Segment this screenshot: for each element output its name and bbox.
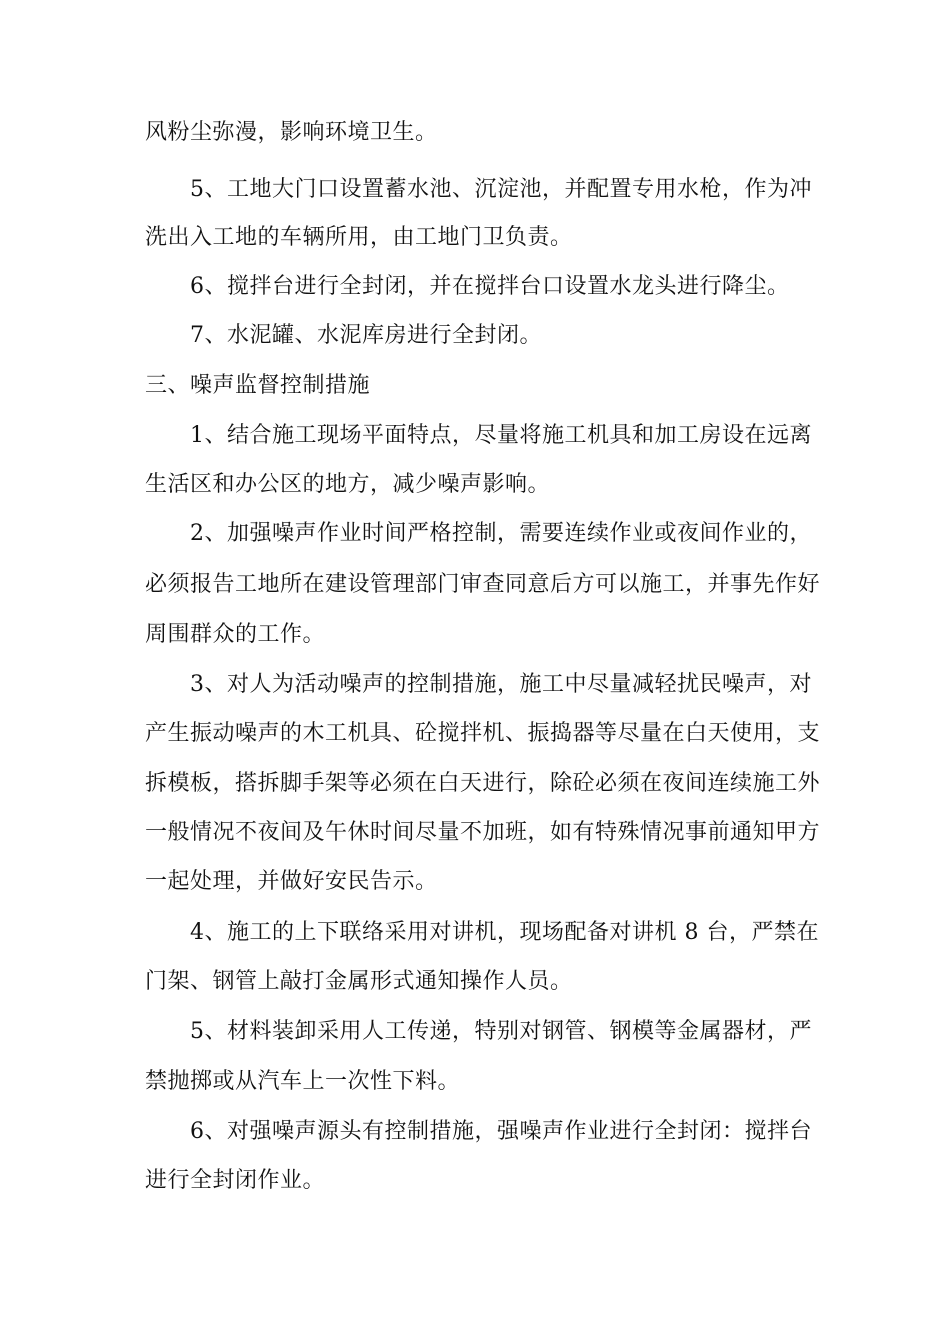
text-line: 5、材料装卸采用人工传递，特别对钢管、钢模等金属器材，严 <box>190 1019 812 1044</box>
text-line: 6、对强噪声源头有控制措施，强噪声作业进行全封闭：搅拌台 <box>190 1119 812 1144</box>
text-line: 门架、钢管上敲打金属形式通知操作人员。 <box>145 969 573 994</box>
text-line: 4、施工的上下联络采用对讲机，现场配备对讲机 8 台，严禁在 <box>190 920 819 945</box>
text-line: 1、结合施工现场平面特点，尽量将施工机具和加工房设在远离 <box>190 423 812 448</box>
text-line: 6、搅拌台进行全封闭，并在搅拌台口设置水龙头进行降尘。 <box>190 274 790 299</box>
text-line: 2、加强噪声作业时间严格控制，需要连续作业或夜间作业的， <box>190 521 812 546</box>
text-line: 风粉尘弥漫，影响环境卫生。 <box>145 120 438 145</box>
text-line: 7、水泥罐、水泥库房进行全封闭。 <box>190 323 542 348</box>
text-line: 3、对人为活动噪声的控制措施，施工中尽量减轻扰民噪声，对 <box>190 672 812 697</box>
text-line: 周围群众的工作。 <box>145 622 326 647</box>
text-line: 禁抛掷或从汽车上一次性下料。 <box>145 1069 461 1094</box>
text-line: 5、工地大门口设置蓄水池、沉淀池，并配置专用水枪，作为冲 <box>190 177 812 202</box>
text-line: 一起处理，并做好安民告示。 <box>145 869 438 894</box>
text-line: 拆模板，搭拆脚手架等必须在白天进行，除砼必须在夜间连续施工外 <box>145 771 821 796</box>
text-line: 生活区和办公区的地方，减少噪声影响。 <box>145 472 551 497</box>
text-line: 必须报告工地所在建设管理部门审查同意后方可以施工，并事先作好 <box>145 572 821 597</box>
text-line: 进行全封闭作业。 <box>145 1168 326 1193</box>
section-heading: 三、噪声监督控制措施 <box>145 373 371 398</box>
text-line: 产生振动噪声的木工机具、砼搅拌机、振捣器等尽量在白天使用，支 <box>145 721 821 746</box>
text-line: 洗出入工地的车辆所用，由工地门卫负责。 <box>145 225 573 250</box>
text-line: 一般情况不夜间及午休时间尽量不加班，如有特殊情况事前通知甲方 <box>145 820 821 845</box>
